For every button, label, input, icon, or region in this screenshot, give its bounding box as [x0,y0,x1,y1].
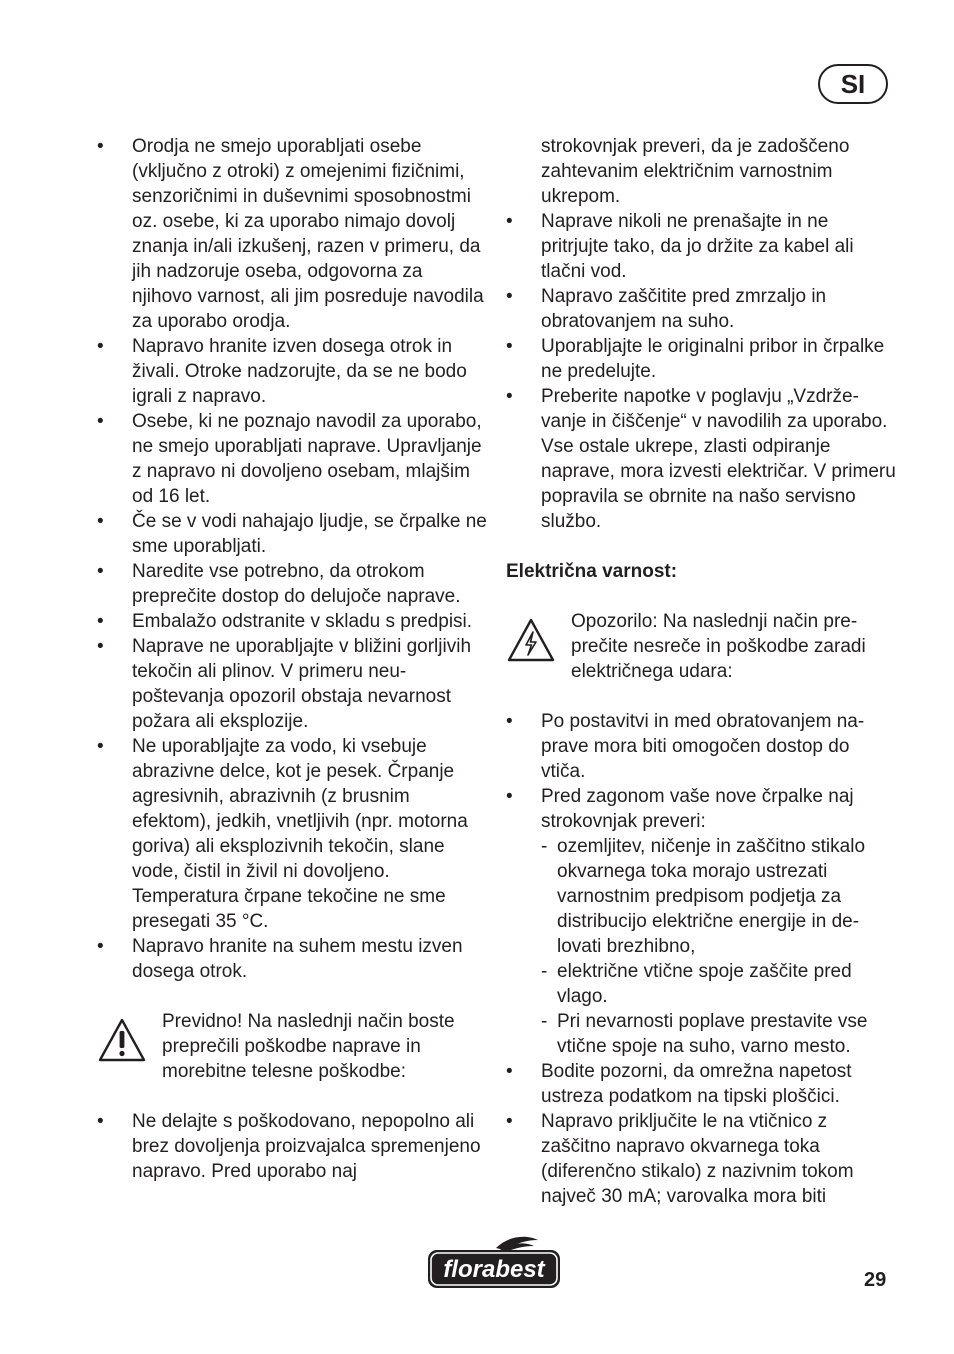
svg-text:florabest: florabest [443,1256,545,1283]
list-item: • Napravo hranite na suhem mestu izven dosega otrok. [97,934,487,984]
check-sublist [541,834,896,1059]
list-item: • Uporabljajte le originalni pribor in črpalke ne predelujte. [506,334,896,384]
list-item: • Ne uporabljajte za vodo, ki vsebuje abrazivne delce, kot je pesek. Črpanje agresivnih, abrazivnih (z brusnim efektom), jedkih, vnetljivih (npr. motorna goriva) ali eksplozivnih tekočin, slane vode, čistil in živil ni dovoljeno. Temperatura črpane tekočine ne sme presegati 35 °C. [97,734,487,934]
list-item [506,784,896,1059]
electric-warning-notice [506,609,896,684]
page-number: 29 [864,1269,887,1291]
left-column [97,134,487,1184]
list-item: • Preberite napotke v poglavju „Vzdrževanje in čiščenje“ v navodilih za uporabo. Vse ostale ukrepe, zlasti odpiranje naprave, mora izvesti električar. V primeru popravila se obrnite na našo servisno službo. [506,384,896,534]
list-item: • Napravo hranite izven dosega otrok in živali. Otroke nadzorujte, da se ne bodo igrali z napravo. [97,334,487,409]
exclamation-triangle-icon [97,1009,153,1070]
list-item: • Naprave nikoli ne prenašajte in ne pritrjujte tako, da jo držite za kabel ali tlačni vod. [506,209,896,284]
sublist-item: - ozemljitev, ničenje in zaščitno stikalo okvarnega toka morajo ustrezati varnostnim predpisom podjetja za distribucijo električne energije in delovati brezhibno, [541,834,896,959]
list-item: • Po postavitvi in med obratovanjem naprave mora biti omogočen dostop do vtiča. [506,709,896,784]
list-item: • Ne delajte s poškodovano, nepopolno ali brez dovoljenja proizvajalca spremenjeno napravo. Pred uporabo naj [97,1109,487,1184]
list-item: • Napravo zaščitite pred zmrzaljo in obratovanjem na suho. [506,284,896,334]
list-item: • Naredite vse potrebno, da otrokom preprečite dostop do delujoče naprave. [97,559,487,609]
section-heading: Električna varnost: [506,561,678,582]
list-item: • Napravo priključite le na vtičnico z zaščitno napravo okvarnega toka (diferenčno stikalo) z nazivnim tokom največ 30 mA; varovalka mora biti [506,1109,896,1209]
language-code: SI [840,69,866,99]
florabest-logo [426,1236,562,1290]
sublist-item: - električne vtične spoje zaščite pred vlago. [541,959,896,1009]
safety-list-1 [97,134,487,984]
list-item: • Embalažo odstranite v skladu s predpisi. [97,609,487,634]
caution-text: Previdno! Na naslednji način boste preprečili poškodbe naprave in morebitne telesne poškodbe: [162,1011,455,1082]
safety-list-2 [97,1109,487,1184]
lightning-triangle-icon [506,609,562,670]
sublist-item: - Pri nevarnosti poplave prestavite vse vtične spoje na suho, varno mesto. [541,1009,896,1059]
language-badge [818,64,888,104]
safety-list-3 [506,209,896,534]
list-item: • Bodite pozorni, da omrežna napetost ustreza podatkom na tipski ploščici. [506,1059,896,1109]
list-item: • Orodja ne smejo uporabljati osebe (vključno z otroki) z omejenimi fizičnimi, senzoričnimi in duševnimi sposobnostmi oz. osebe, ki za uporabo nimajo dovolj znanja in/ali izkušenj, razen v primeru, da jih nadzoruje oseba, odgovorna za njihovo varnost, ali jim posreduje navodila za uporabo orodja. [97,134,487,334]
warning-text: Opozorilo: Na naslednji način preprečite nesreče in poškodbe zaradi električnega udara: [571,611,866,682]
caution-notice [97,1009,487,1084]
right-column [506,134,896,1209]
list-item: • Če se v vodi nahajajo ljudje, se črpalke ne sme uporabljati. [97,509,487,559]
list-item: • Naprave ne uporabljajte v bližini gorljivih tekočin ali plinov. V primeru neupoštevanja opozoril obstaja nevarnost požara ali eksplozije. [97,634,487,734]
electric-safety-list [506,709,896,1209]
continued-text: strokovnjak preveri, da je zadoščeno zahtevanim električnim varnostnim ukrepom. [541,136,850,207]
list-item: • Osebe, ki ne poznajo navodil za uporabo, ne smejo uporabljati naprave. Upravljanje z napravo ni dovoljeno osebam, mlajšim od 16 let. [97,409,487,509]
list-item-text: Pred zagonom vaše nove črpalke naj strokovnjak preveri: [541,786,854,832]
